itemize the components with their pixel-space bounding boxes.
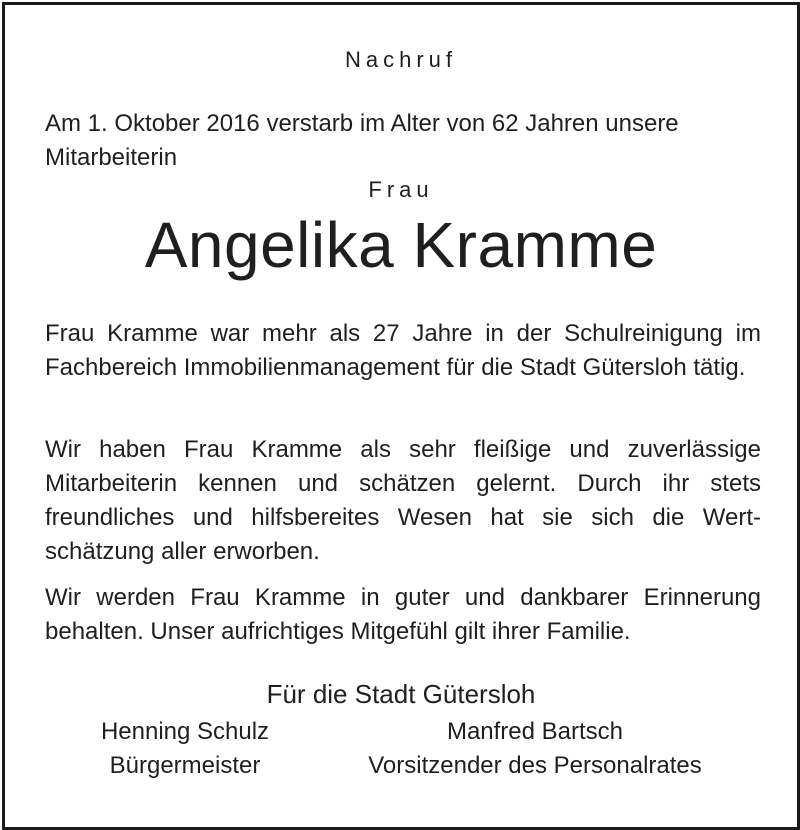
paragraph-career: Frau Kramme war mehr als 27 Jahre in der Schulreinigung im Fachbereich Immobilienmanagement für die Stadt Gütersloh tätig. bbox=[45, 320, 761, 381]
signer-role: Bürgermeister bbox=[109, 752, 261, 779]
signer-mayor bbox=[75, 715, 295, 783]
signature-title: Für die Stadt Gütersloh bbox=[266, 679, 536, 709]
intro-text: Am 1. Oktober 2016 verstarb im Alter von 62 Jahren unsere Mitarbeiterin bbox=[45, 110, 679, 171]
signer-name: Manfred Bartsch bbox=[446, 718, 624, 745]
obituary-card bbox=[2, 2, 800, 830]
obituary-heading: Nachruf bbox=[344, 47, 458, 72]
deceased-name: Angelika Kramme bbox=[144, 209, 658, 281]
signer-role: Vorsitzender des Personalrates bbox=[368, 752, 702, 779]
signer-staff-council bbox=[335, 715, 735, 783]
paragraph-appreciation: Wir haben Frau Kramme als sehr fleißige und zuverlässige Mitarbeiterin kennen und schätzen gelernt. Durch ihr stets freundliches und hilfsbereites Wesen hat sie sich die Wertschätzung aller erworben. bbox=[45, 436, 761, 565]
salutation: Frau bbox=[368, 177, 434, 202]
paragraph-condolence: Wir werden Frau Kramme in guter und dankbarer Erinnerung behalten. Unser aufrichtiges Mitgefühl gilt ihrer Familie. bbox=[45, 584, 761, 645]
signer-name: Henning Schulz bbox=[100, 718, 270, 745]
